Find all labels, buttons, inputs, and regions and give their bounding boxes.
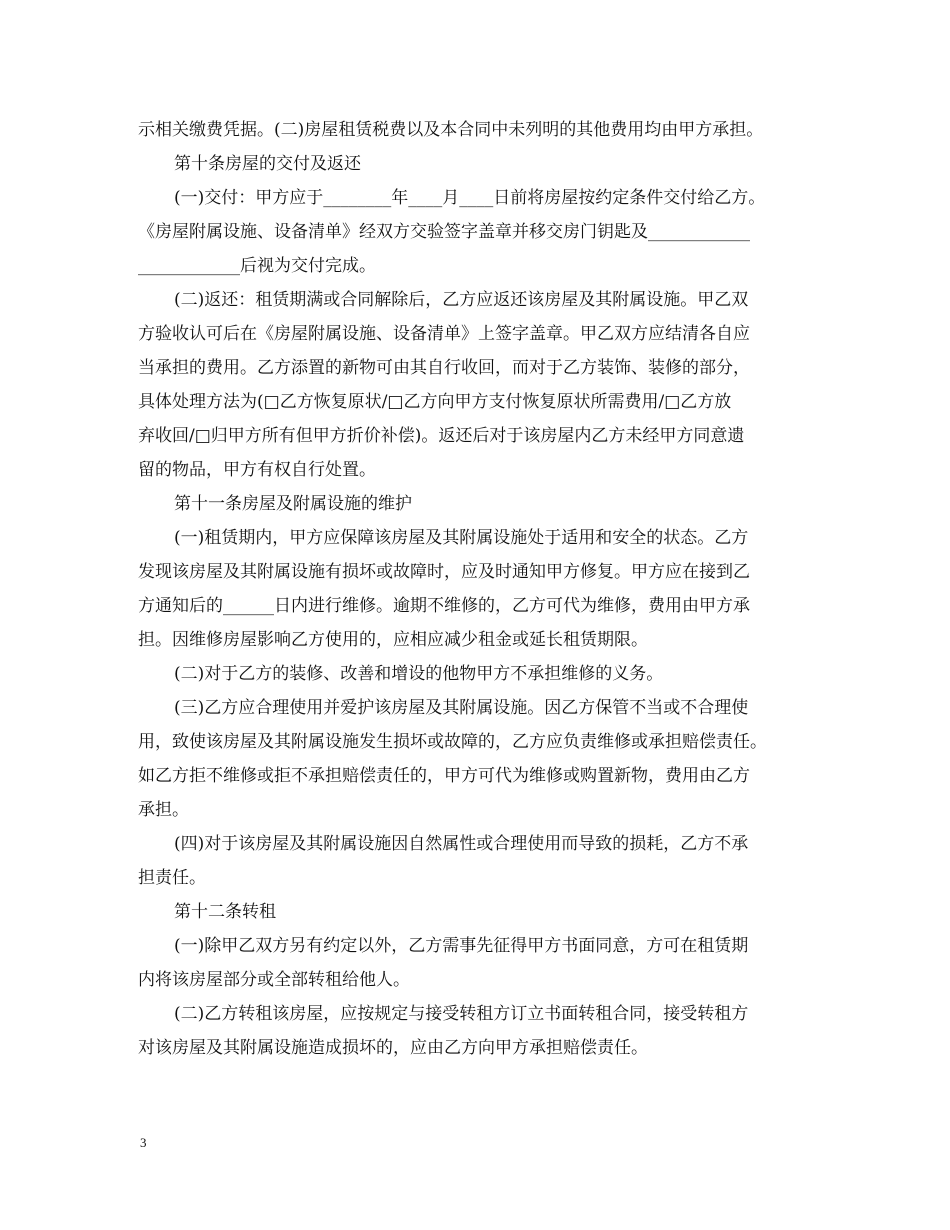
page-number: 3: [140, 1135, 147, 1150]
paragraph-line: (四)对于该房屋及其附属设施因自然属性或合理使用而导致的损耗，乙方不承: [174, 834, 749, 854]
paragraph-line: (二)对于乙方的装修、改善和增设的他物甲方不承担维修的义务。: [174, 664, 664, 684]
section-heading-10: 第十条房屋的交付及返还: [174, 154, 361, 174]
paragraph-line: (二)返还：租赁期满或合同解除后，乙方应返还该房屋及其附属设施。甲乙双: [174, 290, 749, 310]
paragraph-line: 方通知后的______日内进行维修。逾期不维修的，乙方可代为维修，费用由甲方承: [138, 596, 750, 616]
paragraph-line: ____________后视为交付完成。: [138, 256, 376, 276]
paragraph-line: 如乙方拒不维修或拒不承担赔偿责任的，甲方可代为维修或购置新物，费用由乙方: [138, 766, 750, 786]
paragraph-line: 用，致使该房屋及其附属设施发生损坏或故障的，乙方应负责维修或承担赔偿责任。: [138, 732, 767, 752]
paragraph-line: 内将该房屋部分或全部转租给他人。: [138, 970, 410, 990]
paragraph-line: 对该房屋及其附属设施造成损坏的，应由乙方向甲方承担赔偿责任。: [138, 1038, 648, 1058]
paragraph-line: 《房屋附属设施、设备清单》经双方交验签字盖章并移交房门钥匙及____________: [138, 222, 750, 242]
paragraph-line: 发现该房屋及其附属设施有损坏或故障时，应及时通知甲方修复。甲方应在接到乙: [138, 562, 750, 582]
paragraph-line: 具体处理方法为(□乙方恢复原状/□乙方向甲方支付恢复原状所需费用/□乙方放: [138, 392, 732, 412]
paragraph-line: (二)乙方转租该房屋，应按规定与接受转租方订立书面转租合同，接受转租方: [174, 1004, 749, 1024]
paragraph-line: 承担。: [138, 800, 189, 820]
paragraph-line: (三)乙方应合理使用并爱护该房屋及其附属设施。因乙方保管不当或不合理使: [174, 698, 749, 718]
paragraph-line: (一)交付：甲方应于________年____月____日前将房屋按约定条件交付给乙方。: [174, 188, 766, 208]
paragraph-line: 弃收回/□归甲方所有但甲方折价补偿)。返还后对于该房屋内乙方未经甲方同意遗: [138, 426, 745, 446]
paragraph-line: 担。因维修房屋影响乙方使用的，应相应减少租金或延长租赁期限。: [138, 630, 648, 650]
paragraph-line: 方验收认可后在《房屋附属设施、设备清单》上签字盖章。甲乙双方应结清各自应: [138, 324, 750, 344]
paragraph-line: 留的物品，甲方有权自行处置。: [138, 460, 376, 480]
section-heading-11: 第十一条房屋及附属设施的维护: [174, 494, 412, 514]
paragraph-line: 示相关缴费凭据。(二)房屋租赁税费以及本合同中未列明的其他费用均由甲方承担。: [138, 120, 764, 140]
section-heading-12: 第十二条转租: [174, 902, 276, 922]
paragraph-line: 当承担的费用。乙方添置的新物可由其自行收回，而对于乙方装饰、装修的部分，: [138, 358, 750, 378]
paragraph-line: (一)除甲乙双方另有约定以外，乙方需事先征得甲方书面同意，方可在租赁期: [174, 936, 749, 956]
paragraph-line: 担责任。: [138, 868, 206, 888]
document-body: [138, 113, 814, 1065]
paragraph-line: (一)租赁期内，甲方应保障该房屋及其附属设施处于适用和安全的状态。乙方: [174, 528, 749, 548]
